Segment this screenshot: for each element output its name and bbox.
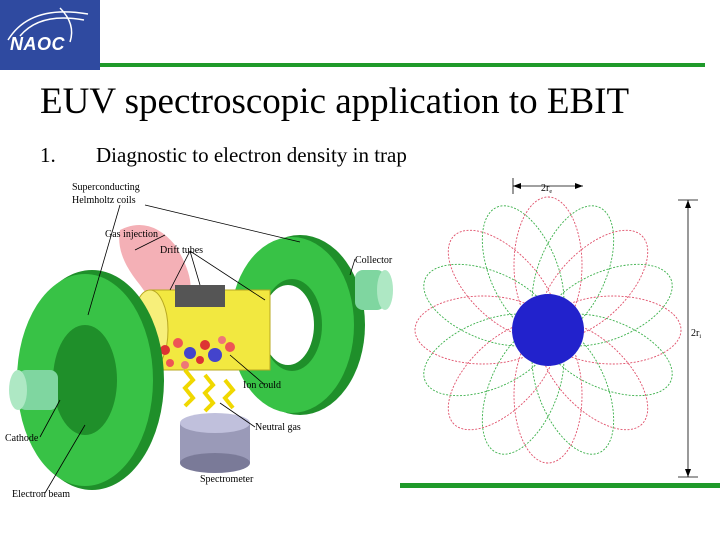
emission-ray: [225, 380, 233, 408]
logo-text: NAOC: [10, 34, 65, 54]
label-spectrometer: Spectrometer: [200, 474, 254, 485]
label-cathode: Cathode: [5, 433, 39, 444]
collector: [355, 270, 393, 310]
cathode: [9, 370, 58, 410]
bullet-number: 1.: [40, 143, 56, 167]
label-ion-cloud: Ion could: [243, 380, 282, 391]
label-electron-beam: Electron beam: [12, 489, 71, 500]
ion-orbit-diagram: [408, 172, 720, 484]
label-collector: Collector: [355, 255, 393, 266]
ebit-apparatus-diagram: [0, 175, 410, 505]
label-neutral-gas: Neutral gas: [255, 422, 301, 433]
naoc-logo: [0, 0, 100, 70]
bottom-divider: [400, 483, 720, 488]
spectrometer: [180, 413, 250, 473]
emission-ray: [205, 375, 213, 411]
label-coils: Superconducting: [72, 182, 140, 193]
emission-ray: [185, 370, 193, 406]
top-divider: [100, 63, 705, 67]
electron-beam-disk: [512, 294, 584, 366]
label-gas-injection: Gas injection: [105, 229, 159, 240]
label-coils-2: Helmholtz coils: [72, 195, 136, 206]
trap-width-label: $2r_i$: [691, 328, 702, 340]
bullet-text: Diagnostic to electron density in trap: [96, 143, 407, 167]
beam-width-label: $2r_e$: [541, 183, 553, 195]
label-drift-tubes: Drift tubes: [160, 245, 204, 256]
slide-title: EUV spectroscopic application to EBIT: [40, 81, 630, 122]
